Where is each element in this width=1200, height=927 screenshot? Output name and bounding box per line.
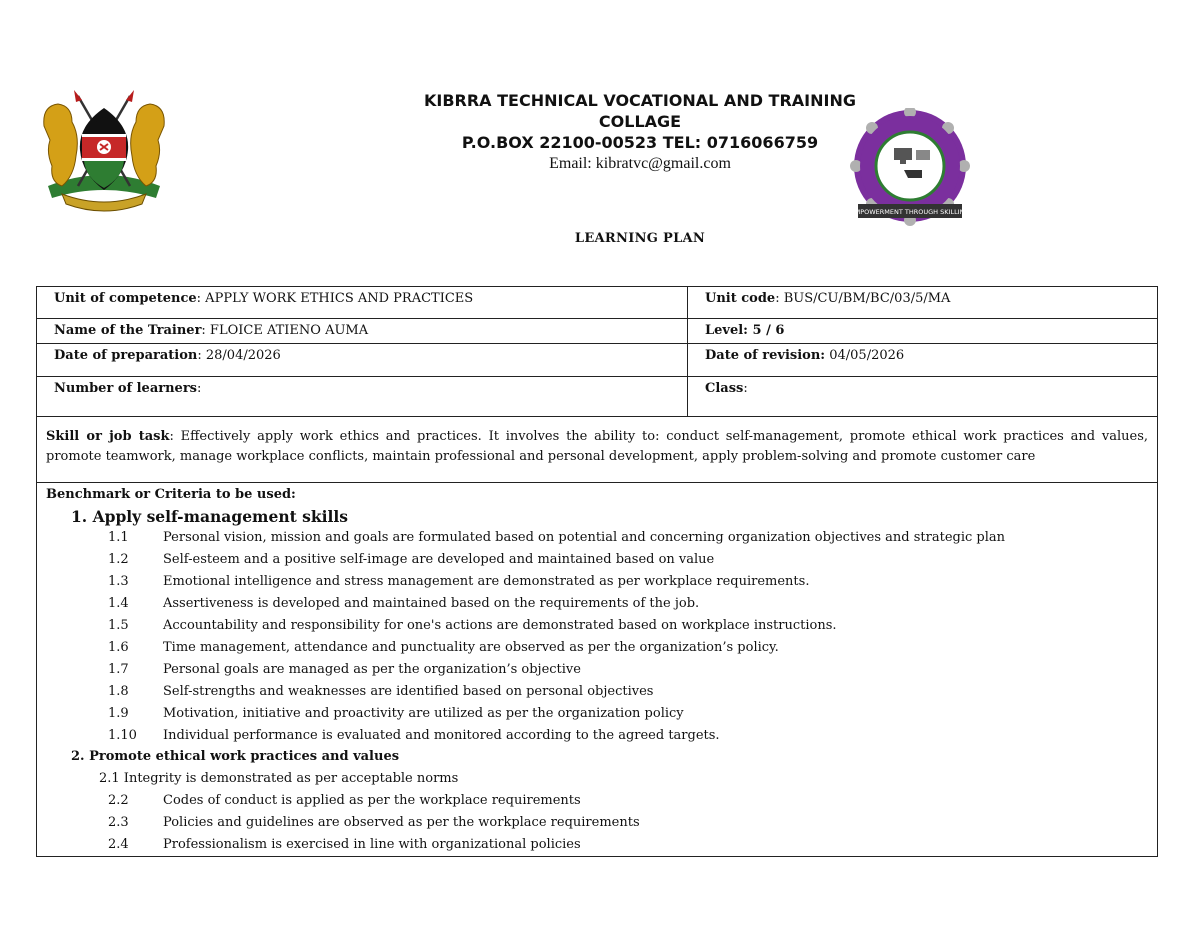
table-bottom-border xyxy=(36,856,1158,857)
class-label: Class xyxy=(705,381,744,396)
learning-plan-table: Unit of competence: APPLY WORK ETHICS AND PRACTICES Unit code: BUS/CU/BM/BC/03/5/MA Name of the Trainer: FLOICE ATIENO AUMA Level: 5 / 6 Date of preparation: 28/04/2026 Date of revision: 04/05/2026 Number of learners: Class: Skill or job task: Effectively apply work ethics and practices. It involves the ability to: conduct self-management, promote ethical work practices and values, promote teamwork, manage workplace conflicts, maintain professional and personal development, apply problem-solving and promote customer care Benchmark or Criteria to be used: 1. Apply self-management skills 1.1 Personal vision, mission and goals are formulated based on potential and concerning organization objectives and strategic plan 1.2 Self-esteem and a positive self-image are developed and maintained based on value 1.3 Emotional intelligence and stress management are demonstrated as per workplace requirements. 1.4 Assertiveness is developed and maintained based on the requirements of the job. 1.5 Accountability and responsibility for one's actions are demonstrated based on workplace instructions. 1.6 Time management, attendance and punctuality are observed as per the organization’s policy. 1.7 Personal goals are managed as per the organization’s objective 1.8 Self-strengths and weaknesses are identified based on personal objectives 1.9 Motivation, initiative and proactivity are utilized as per the organization policy 1.10 Individual performance is evaluated and monitored according to the agreed targets. 2. Promote ethical work practices and values 2.1 Integrity is demonstrated as per acceptable norms 2.2 Codes of conduct is applied as per the workplace requirements 2.3 Policies and guidelines are observed as per the workplace requirements 2.4 Professionalism is exercised in line with organizational policies xyxy=(36,286,1158,856)
college-seal-logo xyxy=(850,108,970,228)
section-heading: 1. Apply self-management skills xyxy=(71,507,348,526)
college-name-line2: COLLAGE xyxy=(598,112,682,131)
section-heading: 2. Promote ethical work practices and values xyxy=(71,749,400,764)
college-address: P.O.BOX 22100-00523 TEL: 0716066759 xyxy=(461,133,819,152)
level-label: Level: 5 / 6 xyxy=(705,323,785,338)
coat-of-arms-logo xyxy=(38,86,170,212)
revision-value: 04/05/2026 xyxy=(825,348,905,363)
skill-text: : Effectively apply work ethics and practices. It involves the ability to: conduct self-management, promote ethical work practices and values, promote teamwork, manage workplace conflicts, maintain professional and personal development, apply problem-solving and promote customer care xyxy=(46,429,1149,464)
table-row xyxy=(37,377,1157,417)
learners-value: : xyxy=(197,381,202,396)
college-email: Email: kibratvc@gmail.com xyxy=(549,155,731,172)
table-row xyxy=(37,287,1157,319)
unit-value: : APPLY WORK ETHICS AND PRACTICES xyxy=(196,291,474,306)
revision-label: Date of revision: xyxy=(705,348,826,363)
table-row xyxy=(37,417,1157,483)
list-item: 2.1 Integrity is demonstrated as per acceptable norms xyxy=(99,771,459,786)
learners-label: Number of learners xyxy=(54,381,197,396)
code-value: : BUS/CU/BM/BC/03/5/MA xyxy=(775,291,951,306)
table-row xyxy=(37,344,1157,377)
prep-label: Date of preparation xyxy=(54,348,198,363)
college-name-line1: KIBRRA TECHNICAL VOCATIONAL AND TRAINING xyxy=(423,91,856,110)
code-label: Unit code xyxy=(705,291,776,306)
table-row xyxy=(37,319,1157,344)
unit-label: Unit of competence xyxy=(54,291,197,306)
svg-text:EMPOWERMENT THROUGH SKILLING: EMPOWERMENT THROUGH SKILLING xyxy=(850,208,970,216)
prep-value: : 28/04/2026 xyxy=(197,348,281,363)
class-value: : xyxy=(743,381,748,396)
document-title: LEARNING PLAN xyxy=(574,231,706,246)
skill-label: Skill or job task xyxy=(46,429,170,444)
trainer-value: : FLOICE ATIENO AUMA xyxy=(201,323,369,338)
trainer-label: Name of the Trainer xyxy=(54,323,202,338)
skill-cell xyxy=(37,417,1157,467)
benchmark-title: Benchmark or Criteria to be used: xyxy=(46,487,296,502)
